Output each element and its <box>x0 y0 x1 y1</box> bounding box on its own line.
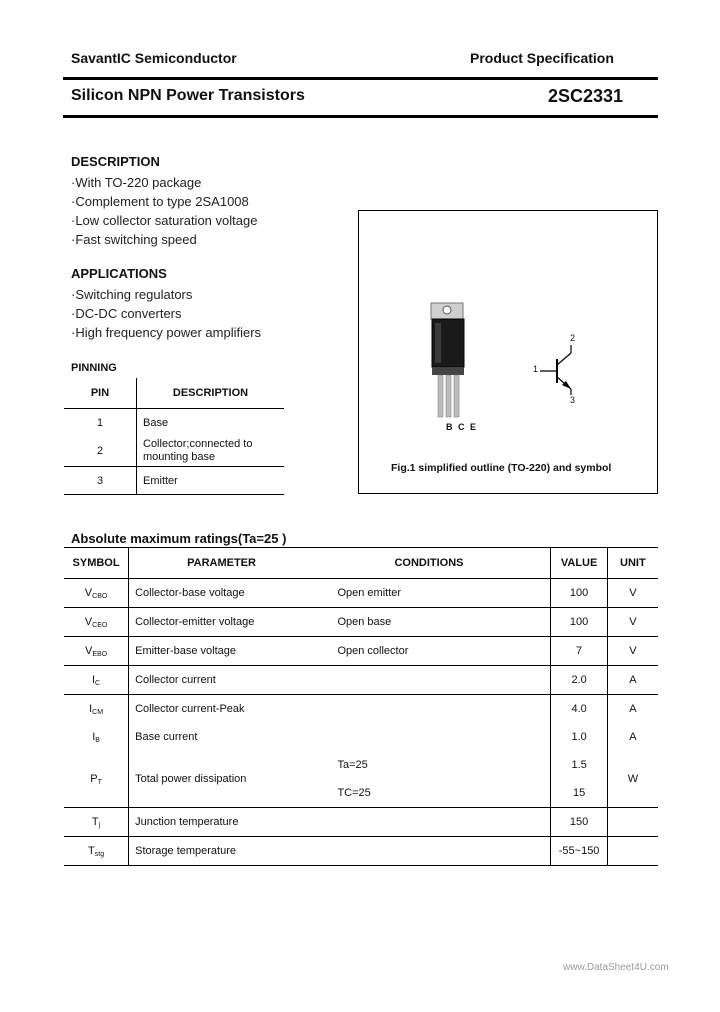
symbol-pin-3: 3 <box>570 395 576 405</box>
description-list <box>71 173 257 249</box>
pinning-table <box>64 378 284 495</box>
unit: V <box>607 637 658 666</box>
ratings-table <box>64 547 658 866</box>
condition <box>336 695 550 724</box>
ratings-header-row <box>64 548 658 579</box>
condition <box>336 808 550 837</box>
unit: W <box>607 751 658 808</box>
value: 100 <box>551 579 607 608</box>
condition: Open base <box>336 608 550 637</box>
figure-box <box>358 210 658 494</box>
ratings-row <box>64 666 658 695</box>
symbol-subscript: C <box>95 679 101 687</box>
ratings-row <box>64 637 658 666</box>
condition: Open emitter <box>336 579 550 608</box>
symbol-subscript: CEO <box>92 621 108 629</box>
symbol: I <box>92 730 96 743</box>
value: 150 <box>551 808 607 837</box>
ratings-row <box>64 695 658 724</box>
pin-description-header: DESCRIPTION <box>137 378 285 409</box>
ratings-row-power <box>64 751 658 779</box>
ratings-title: Absolute maximum ratings(Ta=25 ) <box>71 531 287 546</box>
leg-label-e: E <box>470 422 477 432</box>
symbol: I <box>89 702 93 715</box>
unit-header: UNIT <box>607 548 658 579</box>
footer-watermark: www.DataSheet4U.com <box>563 962 669 973</box>
condition: TC=25 <box>336 779 550 808</box>
ratings-row <box>64 837 658 866</box>
company-name: SavantIC Semiconductor <box>71 50 237 66</box>
ratings-row <box>64 608 658 637</box>
symbol-pin-1: 1 <box>533 364 539 374</box>
parameter-header: PARAMETER <box>129 548 337 579</box>
leg-label-c: C <box>458 422 465 432</box>
applications-list <box>71 285 261 342</box>
application-item: ·Switching regulators <box>71 287 193 302</box>
symbol: V <box>84 644 93 657</box>
symbol: P <box>90 772 98 785</box>
symbol-subscript: CBO <box>92 592 108 600</box>
condition: Open collector <box>336 637 550 666</box>
description-item: ·With TO-220 package <box>71 175 202 190</box>
pin-description: Base <box>143 416 169 429</box>
parameter: Collector-base voltage <box>129 579 337 608</box>
parameter: Total power dissipation <box>129 751 337 808</box>
pinning-row <box>64 409 284 437</box>
description-item: ·Complement to type 2SA1008 <box>71 194 249 209</box>
condition <box>336 666 550 695</box>
condition <box>336 723 550 751</box>
pinning-row <box>64 437 284 467</box>
symbol: I <box>91 673 96 686</box>
pinning-title: PINNING <box>71 362 117 374</box>
header-rule-bottom <box>63 115 658 118</box>
part-number: 2SC2331 <box>548 86 624 106</box>
ratings-row <box>64 808 658 837</box>
symbol: T <box>91 815 99 828</box>
application-item: ·High frequency power amplifiers <box>71 325 262 340</box>
parameter: Collector current-Peak <box>135 703 245 715</box>
ratings-row <box>64 723 658 751</box>
unit: A <box>629 731 637 743</box>
symbol: V <box>84 586 93 599</box>
symbol-subscript: CM <box>92 708 104 716</box>
unit <box>607 808 658 837</box>
parameter: Junction temperature <box>129 808 337 837</box>
pin-description: Emitter <box>137 467 285 495</box>
description-item: ·Low collector saturation voltage <box>71 213 258 228</box>
pin-number: 2 <box>64 437 137 467</box>
symbol-collector-line <box>557 353 571 365</box>
pinning-row <box>64 467 284 495</box>
pin-header: PIN <box>64 378 137 409</box>
unit <box>607 837 658 866</box>
pinning-header-row <box>64 378 284 409</box>
pin-description: Collector;connected to mounting base <box>137 437 285 467</box>
value: 1.0 <box>551 723 607 751</box>
to220-package-illustration <box>359 211 657 493</box>
conditions-header: CONDITIONS <box>336 548 550 579</box>
parameter: Base current <box>135 731 198 743</box>
symbol-subscript: EBO <box>92 650 108 658</box>
unit: V <box>607 608 658 637</box>
application-item: ·DC-DC converters <box>71 306 182 321</box>
symbol-subscript: T <box>97 778 102 786</box>
symbol-pin-2: 2 <box>570 333 576 343</box>
parameter: Collector current <box>129 666 337 695</box>
pin-number: 3 <box>64 467 137 495</box>
leg-label-b: B <box>446 422 453 432</box>
unit: A <box>607 666 658 695</box>
header-rule-top <box>63 77 658 80</box>
condition <box>336 837 550 866</box>
value: 100 <box>551 608 607 637</box>
symbol: T <box>88 844 95 857</box>
symbol-subscript: B <box>95 736 100 744</box>
document-type: Product Specification <box>470 50 614 66</box>
symbol-subscript: j <box>98 821 101 829</box>
parameter: Storage temperature <box>129 837 337 866</box>
ratings-row <box>64 579 658 608</box>
value: 4.0 <box>551 695 607 724</box>
parameter: Emitter-base voltage <box>129 637 337 666</box>
figure-caption: Fig.1 simplified outline (TO-220) and symbol <box>391 462 612 474</box>
product-line: Silicon NPN Power Transistors <box>71 87 305 104</box>
value-header: VALUE <box>551 548 607 579</box>
parameter: Collector-emitter voltage <box>129 608 337 637</box>
applications-title: APPLICATIONS <box>71 266 167 281</box>
value: 2.0 <box>551 666 607 695</box>
symbol-header: SYMBOL <box>64 548 129 579</box>
symbol: V <box>84 615 93 628</box>
value: 1.5 <box>551 751 607 779</box>
value: 7 <box>551 637 607 666</box>
value: 15 <box>551 779 607 808</box>
condition: Ta=25 <box>337 759 368 771</box>
unit: A <box>629 703 637 715</box>
description-title: DESCRIPTION <box>71 154 160 169</box>
description-item: ·Fast switching speed <box>71 232 197 247</box>
value: -55~150 <box>551 837 607 866</box>
pin-number: 1 <box>64 409 137 437</box>
symbol-subscript: stg <box>94 850 105 858</box>
unit: V <box>607 579 658 608</box>
